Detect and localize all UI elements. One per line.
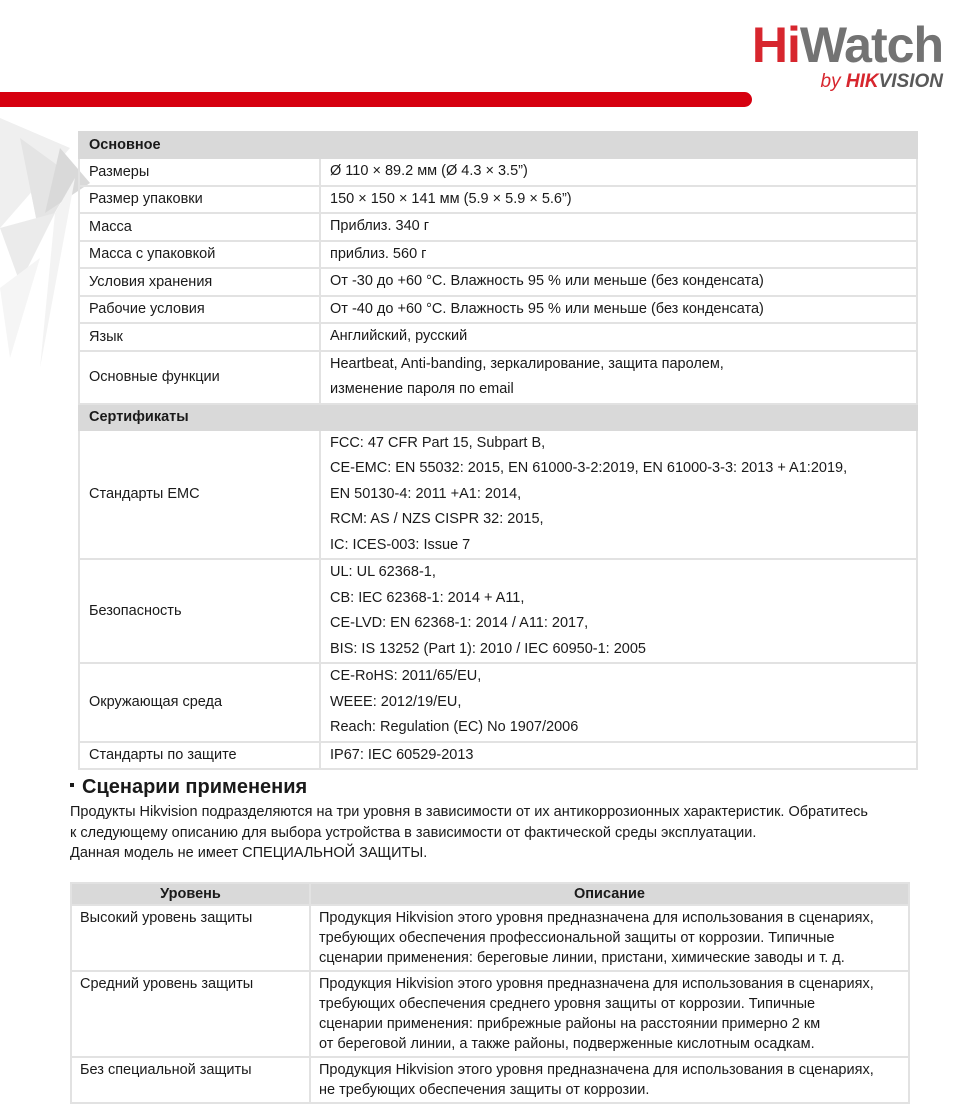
spec-value (320, 430, 917, 560)
header-description: Описание (310, 883, 909, 905)
spec-value-line: IP67: IEC 60529-2013 (330, 746, 474, 763)
spec-value-line: CE-EMC: EN 55032: 2015, EN 61000-3-2:2019, EN 61000-3-3: 2013 + A1:2019, (330, 460, 848, 476)
spec-value-line: IC: ICES-003: Issue 7 (330, 536, 471, 553)
spec-key: Безопасность (79, 559, 320, 663)
spec-key: Масса (79, 213, 320, 241)
level-description (310, 905, 909, 971)
spec-key: Размер упаковки (79, 186, 320, 214)
logo-hi: Hi (751, 17, 800, 73)
level-description (310, 1057, 909, 1103)
spec-key: Основные функции (79, 351, 320, 404)
logo-watch: Watch (799, 17, 943, 73)
logo-hik: HIK (845, 71, 879, 92)
spec-value-line: изменение пароля по email (330, 381, 514, 397)
section-title: Основное (79, 132, 917, 158)
table-row (79, 351, 917, 404)
spec-value-line: EN 50130-4: 2011 +A1: 2014, (330, 485, 522, 502)
scenarios-intro (70, 802, 930, 864)
level-name: Высокий уровень защиты (71, 905, 310, 971)
description-line: сценарии применения: береговые линии, пристани, химические заводы и т. д. (319, 950, 845, 966)
spec-value (320, 742, 917, 770)
spec-key: Условия хранения (79, 268, 320, 296)
spec-value (320, 241, 917, 269)
spec-value-line: BIS: IS 13252 (Part 1): 2010 / IEC 60950-1: 2005 (330, 640, 646, 657)
spec-value (320, 158, 917, 186)
spec-value-line: 150 × 150 × 141 мм (5.9 × 5.9 × 5.6”) (330, 190, 572, 207)
level-name: Средний уровень защиты (71, 971, 310, 1057)
intro-line: к следующему описанию для выбора устройства в зависимости от фактической среды эксплуатации. (70, 824, 757, 841)
table-row (79, 296, 917, 324)
spec-value (320, 351, 917, 404)
spec-value-line: FCC: 47 CFR Part 15, Subpart B, (330, 434, 546, 451)
description-line: не требующих обеспечения защиты от коррозии. (319, 1082, 650, 1098)
description-line: требующих обеспечения среднего уровня защиты от коррозии. Типичные (319, 996, 816, 1012)
spec-key: Стандарты EMC (79, 430, 320, 560)
section-header-row (79, 404, 917, 430)
hiwatch-logo (751, 17, 943, 92)
intro-line: Данная модель не имеет СПЕЦИАЛЬНОЙ ЗАЩИТЫ. (70, 845, 428, 861)
spec-key: Окружающая среда (79, 663, 320, 742)
table-row (79, 559, 917, 663)
table-row (71, 905, 909, 971)
spec-value (320, 186, 917, 214)
spec-value (320, 296, 917, 324)
spec-table (78, 131, 918, 770)
logo-by: by (820, 71, 846, 92)
spec-value-line: Ø 110 × 89.2 мм (Ø 4.3 × 3.5”) (330, 163, 528, 179)
table-row (79, 186, 917, 214)
spec-key: Рабочие условия (79, 296, 320, 324)
protection-level-table (70, 882, 910, 1104)
logo-subline (752, 72, 943, 92)
spec-value-line: CE-RoHS: 2011/65/EU, (330, 668, 482, 684)
spec-value (320, 663, 917, 742)
spec-value (320, 213, 917, 241)
spec-value-line: Английский, русский (330, 328, 468, 344)
scenarios-heading-text: Сценарии применения (82, 776, 308, 798)
spec-value-line: приблиз. 560 г (330, 245, 427, 262)
spec-value-line: Reach: Regulation (EC) No 1907/2006 (330, 719, 579, 735)
table-row (79, 663, 917, 742)
spec-value (320, 559, 917, 663)
spec-value-line: RCM: AS / NZS CISPR 32: 2015, (330, 511, 544, 527)
table-row (79, 742, 917, 770)
spec-value-line: CE-LVD: EN 62368-1: 2014 / A11: 2017, (330, 615, 589, 631)
spec-key: Размеры (79, 158, 320, 186)
description-line: Продукция Hikvision этого уровня предназначена для использования в сценариях, (319, 976, 874, 992)
level-description (310, 971, 909, 1057)
spec-key: Масса с упаковкой (79, 241, 320, 269)
intro-line: Продукты Hikvision подразделяются на три уровня в зависимости от их антикоррозионных характеристик. Обратитесь (70, 804, 868, 820)
level-name: Без специальной защиты (71, 1057, 310, 1103)
table-row (79, 158, 917, 186)
spec-value (320, 323, 917, 351)
table-row (79, 213, 917, 241)
spec-value (320, 268, 917, 296)
description-line: Продукция Hikvision этого уровня предназначена для использования в сценариях, (319, 1062, 874, 1078)
spec-value-line: Приблиз. 340 г (330, 218, 430, 234)
header-level: Уровень (71, 883, 310, 905)
description-line: требующих обеспечения профессиональной защиты от коррозии. Типичные (319, 930, 835, 946)
table-row (71, 971, 909, 1057)
logo-wordmark (751, 17, 943, 73)
section-title: Сертификаты (79, 404, 917, 430)
logo-vision: VISION (878, 71, 943, 92)
spec-value-line: UL: UL 62368-1, (330, 564, 436, 580)
spec-value-line: CB: IEC 62368-1: 2014 + A11, (330, 589, 525, 606)
spec-value-line: От -40 до +60 °C. Влажность 95 % или меньше (без конденсата) (330, 300, 764, 317)
description-line: Продукция Hikvision этого уровня предназначена для использования в сценариях, (319, 910, 874, 926)
bullet-icon (70, 783, 74, 787)
spec-value-line: Heartbeat, Anti-banding, зеркалирование, защита паролем, (330, 355, 724, 372)
table-row (79, 430, 917, 560)
description-line: от береговой линии, а также районы, подверженные кислотным осадкам. (319, 1036, 815, 1052)
table-header-row (71, 883, 909, 905)
spec-value-line: WEEE: 2012/19/EU, (330, 693, 462, 710)
spec-key: Стандарты по защите (79, 742, 320, 770)
scenarios-heading (70, 776, 307, 799)
header-red-bar (0, 92, 752, 107)
spec-value-line: От -30 до +60 °C. Влажность 95 % или меньше (без конденсата) (330, 273, 764, 289)
spec-key: Язык (79, 323, 320, 351)
description-line: сценарии применения: прибрежные районы на расстоянии примерно 2 км (319, 1016, 821, 1032)
section-header-row (79, 132, 917, 158)
table-row (71, 1057, 909, 1103)
table-row (79, 241, 917, 269)
table-row (79, 323, 917, 351)
table-row (79, 268, 917, 296)
